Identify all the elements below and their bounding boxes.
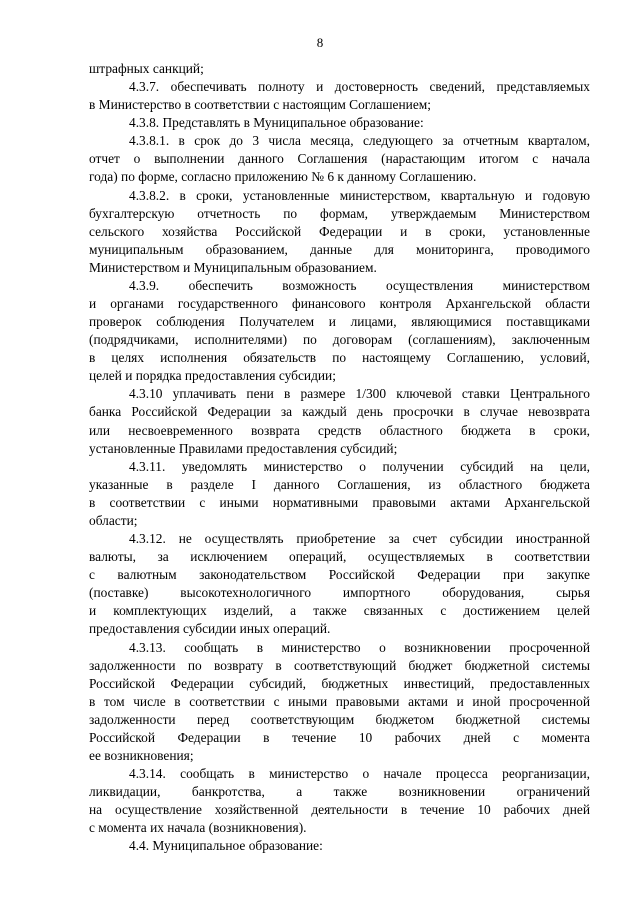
text-line: задолженности по возврату в соответствующий бюджет бюджетной системы: [89, 657, 590, 673]
text-line: в соответствии с иными нормативными правовыми актами Архангельской: [89, 494, 590, 510]
document-body: [89, 60, 590, 855]
text-line: (поставке) высокотехнологичного импортного оборудования, сырья: [89, 585, 590, 601]
text-line: муниципальным образованием, данные для мониторинга, проводимого: [89, 241, 590, 257]
text-line: сельского хозяйства Российской Федерации и в сроки, установленные: [89, 223, 590, 239]
text-line: в Министерство в соответствии с настоящим Соглашением;: [89, 97, 431, 113]
text-line: указанные в разделе I данного Соглашения, из областного бюджета: [89, 476, 590, 492]
text-line: Российской Федерации в течение 10 рабочих дней с момента: [89, 729, 590, 745]
text-line: целей и порядка предоставления субсидии;: [89, 368, 336, 384]
clause-4-3-12: 4.3.12. не осуществлять приобретение за счет субсидии иностранной: [129, 531, 590, 547]
text-line: бухгалтерскую отчетность по формам, утверждаемым Министерством: [89, 205, 590, 221]
clause-4-3-8-2: 4.3.8.2. в сроки, установленные министерством, квартальную и годовую: [129, 187, 590, 203]
clause-4-3-10: 4.3.10 уплачивать пени в размере 1/300 ключевой ставки Центрального: [129, 386, 590, 402]
text-line: валюты, за исключением операций, осуществляемых в соответствии: [89, 549, 590, 565]
clause-4-3-13: 4.3.13. сообщать в министерство о возникновении просроченной: [129, 639, 590, 655]
text-line: области;: [89, 512, 138, 528]
text-line: с момента их начала (возникновения).: [89, 820, 307, 836]
text-line: отчет о выполнении данного Соглашения (нарастающим итогом с начала: [89, 151, 590, 167]
text-line: года) по форме, согласно приложению № 6 к данному Соглашению.: [89, 169, 477, 185]
text-line: и комплектующих изделий, а также связанных с достижением целей: [89, 603, 590, 619]
text-line: установленные Правилами предоставления субсидий;: [89, 440, 398, 456]
text-line: или несвоевременного возврата средств областного бюджета в сроки,: [89, 422, 590, 438]
page-number: 8: [316, 35, 324, 50]
text-line: и органами государственного финансового контроля Архангельской области: [89, 296, 590, 312]
text-line: ее возникновения;: [89, 747, 194, 763]
text-line: Российской Федерации субсидий, бюджетных инвестиций, предоставленных: [89, 675, 590, 691]
clause-4-4: 4.4. Муниципальное образование:: [129, 838, 323, 854]
text-line: банка Российской Федерации за каждый день просрочки в случае невозврата: [89, 404, 590, 420]
text-line: с валютным законодательством Российской Федерации при закупке: [89, 567, 590, 583]
text-line: задолженности перед соответствующим бюджетом бюджетной системы: [89, 711, 590, 727]
clause-4-3-8-1: 4.3.8.1. в срок до 3 числа месяца, следующего за отчетным кварталом,: [129, 133, 590, 149]
text-line: на осуществление хозяйственной деятельности в течение 10 рабочих дней: [89, 802, 590, 818]
text-line: в целях исполнения обязательств по настоящему Соглашению, условий,: [89, 350, 590, 366]
text-line: в том числе в соответствии с иными правовыми актами и иной просроченной: [89, 693, 590, 709]
text-line: штрафных санкций;: [89, 61, 204, 76]
text-line: Министерством и Муниципальным образованием.: [89, 259, 377, 275]
text-line: ликвидации, банкротства, а также возникновении ограничений: [89, 784, 590, 800]
text-line: проверок соблюдения Получателем и лицами, являющимися поставщиками: [89, 314, 590, 330]
clause-4-3-9: 4.3.9. обеспечить возможность осуществления министерством: [129, 277, 590, 293]
clause-4-3-14: 4.3.14. сообщать в министерство о начале процесса реорганизации,: [129, 766, 590, 782]
text-line: предоставления субсидии иных операций.: [89, 621, 331, 637]
text-line: (подрядчиками, исполнителями) по договорам (соглашениям), заключенным: [89, 332, 590, 348]
clause-4-3-8: 4.3.8. Представлять в Муниципальное образование:: [129, 115, 424, 131]
clause-4-3-11: 4.3.11. уведомлять министерство о получении субсидий на цели,: [129, 458, 590, 474]
clause-4-3-7: 4.3.7. обеспечивать полноту и достоверность сведений, представляемых: [129, 79, 590, 95]
